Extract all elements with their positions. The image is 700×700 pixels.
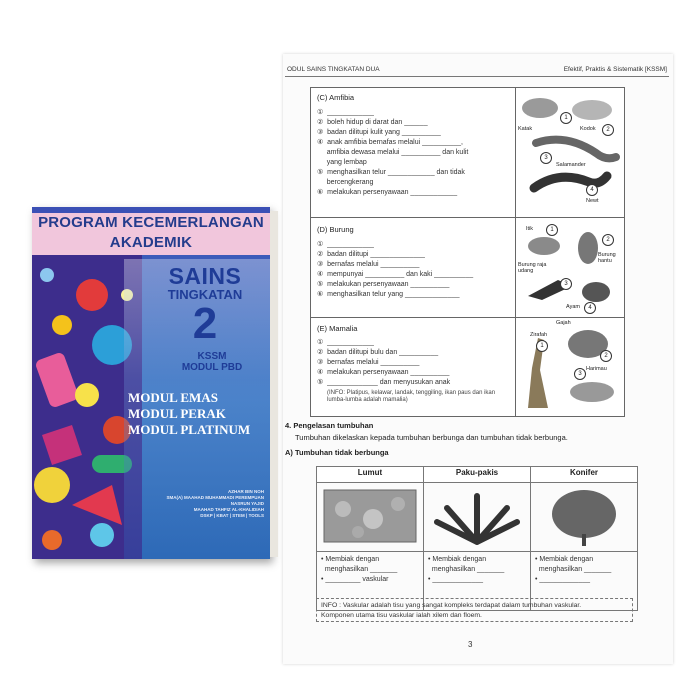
list-item: ④ mempunyai __________ dan kaki __________ (317, 271, 474, 278)
burung-image-panel (515, 218, 624, 318)
fern-image (425, 484, 529, 548)
amfibia-box (310, 87, 625, 219)
list-item: ⑤ _____________ dan menyusukan anak (317, 379, 451, 386)
list-item: ④ anak amfibia bernafas melalui __________, (317, 139, 463, 146)
list-item: ④ melakukan persenyawaan __________ (317, 369, 450, 376)
cover-level-number: 2 (192, 299, 218, 348)
list-item: ⑥ melakukan persenyawaan ____________ (317, 189, 458, 196)
cover-module-list (128, 390, 268, 438)
amfibia-items (317, 108, 468, 198)
author-line: NASRUN YAJID (230, 501, 264, 506)
moss-image-cell (317, 483, 424, 552)
book-cover (32, 207, 270, 559)
list-item: ① ____________ (317, 339, 374, 346)
mamalia-box (310, 317, 625, 417)
vascular-info-box (316, 598, 633, 622)
list-item: ③ badan dilitupi kulit yang __________ (317, 129, 441, 136)
header-left: ODUL SAINS TINGKATAN DUA (287, 66, 380, 73)
fern-image-cell (424, 483, 531, 552)
animal-label: Burung hantu (598, 252, 616, 264)
animal-label: Katak (518, 126, 533, 132)
sectionA-heading: A) Tumbuhan tidak berbunga (285, 448, 389, 457)
plants-table (316, 466, 638, 611)
number-circle: 4 (586, 184, 598, 196)
mamalia-image-panel (515, 318, 624, 416)
animal-label: Ayam (566, 304, 580, 310)
header-right: Efektif, Praktis & Sistematik [KSSM] (563, 66, 667, 73)
number-circle: 2 (602, 124, 614, 136)
page-number: 3 (468, 640, 473, 649)
amfibia-image-panel (515, 88, 624, 218)
cover-module-type: MODUL PBD (181, 362, 243, 373)
animal-label: Salamander (556, 162, 586, 168)
table-header: Paku-pakis (424, 467, 531, 483)
cover-module-item: MODUL EMAS (128, 390, 218, 405)
cover-module-item: MODUL PERAK (128, 406, 226, 421)
info-line: INFO : Vaskular adalah tisu yang sangat kompleks terdapat dalam tumbuhan vaskular. (321, 602, 582, 609)
note-line: • _________ vaskular (321, 576, 389, 583)
number-circle: 3 (560, 278, 572, 290)
list-item: ② boleh hidup di darat dan ______ (317, 119, 428, 126)
number-circle: 4 (584, 302, 596, 314)
moss-image (318, 484, 422, 548)
animal-label: Burung raja udang (518, 262, 547, 274)
book-page-edge (270, 211, 278, 557)
burung-items (317, 240, 473, 300)
list-item: ⑤ melakukan persenyawaan __________ (317, 281, 450, 288)
amphibian-illustration (516, 88, 624, 218)
list-item: ⑥ menghasilkan telur yang ______________ (317, 291, 460, 298)
author-line: DSKP | KBAT | STEM | TOOLS (200, 513, 264, 518)
animal-label: Newt (586, 198, 599, 204)
conifer-image-cell (531, 483, 638, 552)
burung-box (310, 217, 625, 319)
cover-level-word: TINGKATAN (167, 287, 243, 302)
note-line: menghasilkan _______ (535, 566, 612, 573)
animal-label: Harimau (586, 366, 607, 372)
author-line: AZHAR BIN NOH (228, 489, 264, 494)
animal-label: Gajah (556, 320, 571, 326)
note-line: • _____________ (535, 576, 591, 583)
note-line: • Membiak dengan (321, 556, 380, 563)
list-item: ① ____________ (317, 241, 374, 248)
note-line: • Membiak dengan (535, 556, 594, 563)
cover-kssm: KSSM (197, 351, 227, 362)
note-line: • Membiak dengan (428, 556, 487, 563)
cover-title (36, 213, 266, 253)
animal-label: Kodok (580, 126, 596, 132)
author-line: SMA(A) MAAHAD MUHAMMADI PEREMPUAN (166, 495, 264, 500)
section4-text: Tumbuhan dikelaskan kepada tumbuhan berbunga dan tumbuhan tidak berbunga. (295, 433, 568, 442)
cover-title-line2: AKADEMIK (109, 234, 193, 251)
mamalia-info: (INFO: Platipus, kelawar, landak, tenggiling, ikan paus dan ikan lumba-lumba adalah mamalia) (327, 390, 496, 403)
animal-label: Zirafah (530, 332, 548, 338)
list-item: ② badan dilitupi bulu dan __________ (317, 349, 439, 356)
table-header: Konifer (531, 467, 638, 483)
cover-module-item: MODUL PLATINUM (128, 422, 251, 437)
number-circle: 1 (546, 224, 558, 236)
number-circle: 1 (536, 340, 548, 352)
mamalia-heading: (E) Mamalia (317, 324, 358, 333)
cover-authors (152, 489, 264, 519)
list-item: ③ bernafas melalui __________ (317, 359, 420, 366)
note-line: menghasilkan _______ (428, 566, 505, 573)
page-header (285, 64, 669, 77)
cover-curriculum (162, 351, 262, 373)
number-circle: 2 (600, 350, 612, 362)
note-line: • _____________ (428, 576, 484, 583)
conifer-image (532, 484, 636, 548)
burung-heading: (D) Burung (317, 225, 354, 234)
number-circle: 1 (560, 112, 572, 124)
list-item: ② badan dilitupi ______________ (317, 251, 425, 258)
amfibia-heading: (C) Amfibia (317, 93, 355, 102)
list-item: amfibia dewasa melalui __________ dan kulit (317, 149, 469, 156)
list-item: ③ bernafas melalui __________ (317, 261, 420, 268)
author-line: MAAHAD TAHFIZ AL-KHALIDIAH (193, 507, 264, 512)
cover-subject: SAINS (168, 263, 242, 289)
section4-heading: 4. Pengelasan tumbuhan (285, 421, 374, 430)
info-line: Komponen utama tisu vaskular ialah xilem dan floem. (321, 612, 482, 619)
mamalia-items (317, 338, 450, 388)
number-circle: 3 (540, 152, 552, 164)
animal-label: Itik (526, 226, 534, 232)
list-item: ⑤ menghasilkan telur ____________ dan tidak (317, 169, 465, 176)
note-line: menghasilkan _______ (321, 566, 398, 573)
table-header: Lumut (317, 467, 424, 483)
cover-title-line1: PROGRAM KECEMERLANGAN (38, 214, 264, 231)
number-circle: 2 (602, 234, 614, 246)
list-item: bercengkerang (317, 179, 374, 186)
list-item: ① ____________ (317, 109, 374, 116)
list-item: yang lembap (317, 159, 367, 166)
number-circle: 3 (574, 368, 586, 380)
